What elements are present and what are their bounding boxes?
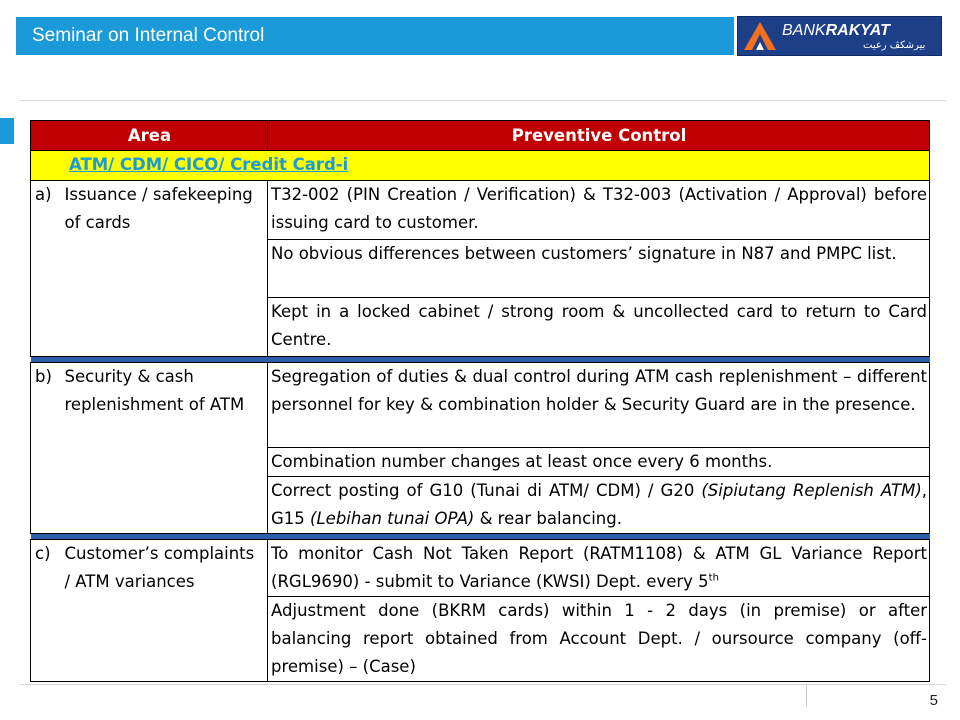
- logo-jawi-text: بيرشكڤ رعيت: [863, 40, 926, 51]
- bank-rakyat-logo: [737, 16, 942, 56]
- title-bar: [16, 17, 734, 55]
- area-cell: Issuance / safekeeping of cards: [63, 181, 268, 357]
- preventive-control-table: [30, 120, 930, 682]
- control-cell: Adjustment done (BKRM cards) within 1 - 2 days (in premise) or after balancing report obtained from Account Dept. / oursource company (off-premise) – (Case): [268, 597, 930, 682]
- row-letter: a): [31, 181, 63, 357]
- logo-wordmark: BANKRAKYAT: [782, 22, 890, 39]
- table-row: [31, 181, 930, 240]
- section-row: [31, 151, 930, 181]
- header-area: Area: [31, 121, 268, 151]
- control-cell: No obvious differences between customers’ signature in N87 and PMPC list.: [268, 240, 930, 298]
- control-cell: To monitor Cash Not Taken Report (RATM1108) & ATM GL Variance Report (RGL9690) - submit to Variance (KWSI) Dept. every 5th: [268, 540, 930, 597]
- slide-title: Seminar on Internal Control: [32, 25, 265, 46]
- header-preventive-control: Preventive Control: [268, 121, 930, 151]
- footer-divider: [806, 684, 807, 706]
- bottom-divider: [20, 684, 946, 685]
- area-cell: Security & cash replenishment of ATM: [63, 363, 268, 534]
- control-cell: Kept in a locked cabinet / strong room & uncollected card to return to Card Centre.: [268, 298, 930, 357]
- row-letter: c): [31, 540, 63, 682]
- page-number: 5: [929, 692, 938, 709]
- side-accent-bar: [0, 118, 14, 144]
- row-letter: b): [31, 363, 63, 534]
- bank-logo-icon: [742, 20, 778, 52]
- control-cell: Correct posting of G10 (Tunai di ATM/ CDM) / G20 (Sipiutang Replenish ATM), G15 (Lebihan tunai OPA) & rear balancing.: [268, 477, 930, 534]
- control-cell: Combination number changes at least once every 6 months.: [268, 448, 930, 477]
- table-row: [31, 540, 930, 597]
- area-cell: Customer’s complaints / ATM variances: [63, 540, 268, 682]
- table-header-row: [31, 121, 930, 151]
- section-title-link[interactable]: ATM/ CDM/ CICO/ Credit Card-i: [69, 155, 349, 174]
- table-row: [31, 363, 930, 448]
- control-cell: Segregation of duties & dual control during ATM cash replenishment – different personnel for key & combination holder & Security Guard are in the presence.: [268, 363, 930, 448]
- top-divider: [20, 100, 946, 101]
- control-cell: T32-002 (PIN Creation / Verification) & T32-003 (Activation / Approval) before issuing card to customer.: [268, 181, 930, 240]
